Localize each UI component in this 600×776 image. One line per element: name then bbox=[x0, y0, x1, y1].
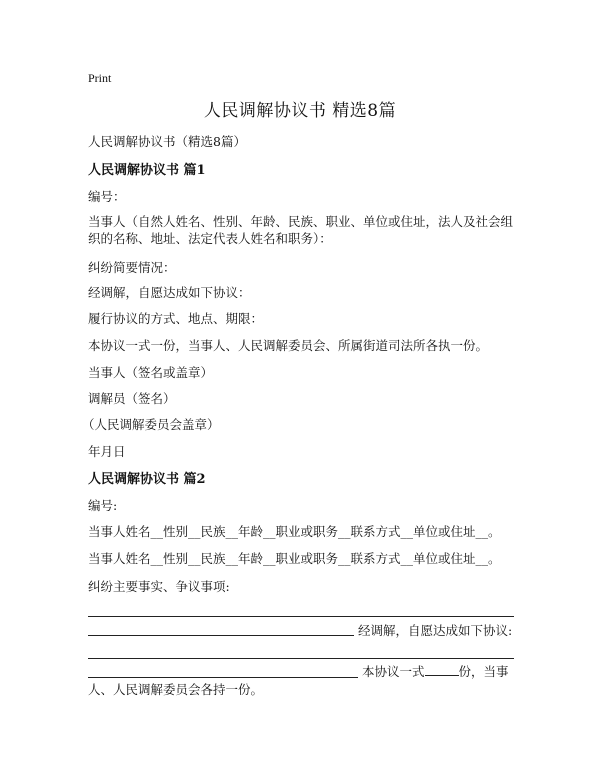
section1-mediator-sign: 调解员（签名） bbox=[88, 391, 176, 406]
section2-mediated-tail: 经调解，自愿达成如下协议: bbox=[358, 623, 513, 638]
section1-performance: 履行协议的方式、地点、期限： bbox=[88, 311, 264, 326]
section2-party2: 当事人姓名__性别__民族__年龄__职业或职务__联系方式__单位或住址__。 bbox=[88, 551, 501, 566]
section2-copies-line bbox=[362, 662, 509, 680]
blank-rule bbox=[88, 635, 354, 636]
section1-heading: 人民调解协议书 篇1 bbox=[88, 163, 206, 178]
section2-heading: 人民调解协议书 篇2 bbox=[88, 472, 206, 487]
section2-party1: 当事人姓名__性别__民族__年龄__职业或职务__联系方式__单位或住址__。 bbox=[88, 524, 501, 539]
document-title: 人民调解协议书 精选8篇 bbox=[203, 101, 397, 121]
print-label: Print bbox=[88, 71, 112, 85]
section1-date: 年月日 bbox=[88, 444, 126, 459]
section1-party: 当事人（自然人姓名、性别、年龄、民族、职业、单位或住址，法人及社会组织的名称、地址、法定代表人姓名和职务）： bbox=[88, 214, 514, 246]
section2-facts: 纠纷主要事实、争议事项: bbox=[88, 579, 230, 594]
blank-rule bbox=[88, 677, 358, 678]
blank-rule bbox=[88, 616, 514, 617]
blank-field bbox=[425, 663, 459, 676]
section2-copies-tail-a: 本协议一式 bbox=[362, 664, 425, 679]
section2-copies-cont: 人、人民调解委员会各持一份。 bbox=[88, 682, 264, 697]
section2-number: 编号: bbox=[88, 498, 118, 513]
section1-committee-seal: （人民调解委员会盖章） bbox=[82, 417, 220, 432]
section1-agreement: 经调解，自愿达成如下协议： bbox=[88, 285, 251, 300]
document-subtitle: 人民调解协议书（精选8篇） bbox=[88, 134, 246, 149]
section2-copies-tail-b: 份，当事 bbox=[458, 664, 509, 679]
section1-party-sign: 当事人（签名或盖章） bbox=[88, 365, 214, 380]
blank-rule bbox=[88, 658, 514, 659]
section1-copies: 本协议一式一份，当事人、人民调解委员会、所属街道司法所各执一份。 bbox=[88, 338, 489, 353]
section1-dispute: 纠纷简要情况： bbox=[88, 260, 176, 275]
section1-number: 编号： bbox=[88, 189, 126, 204]
